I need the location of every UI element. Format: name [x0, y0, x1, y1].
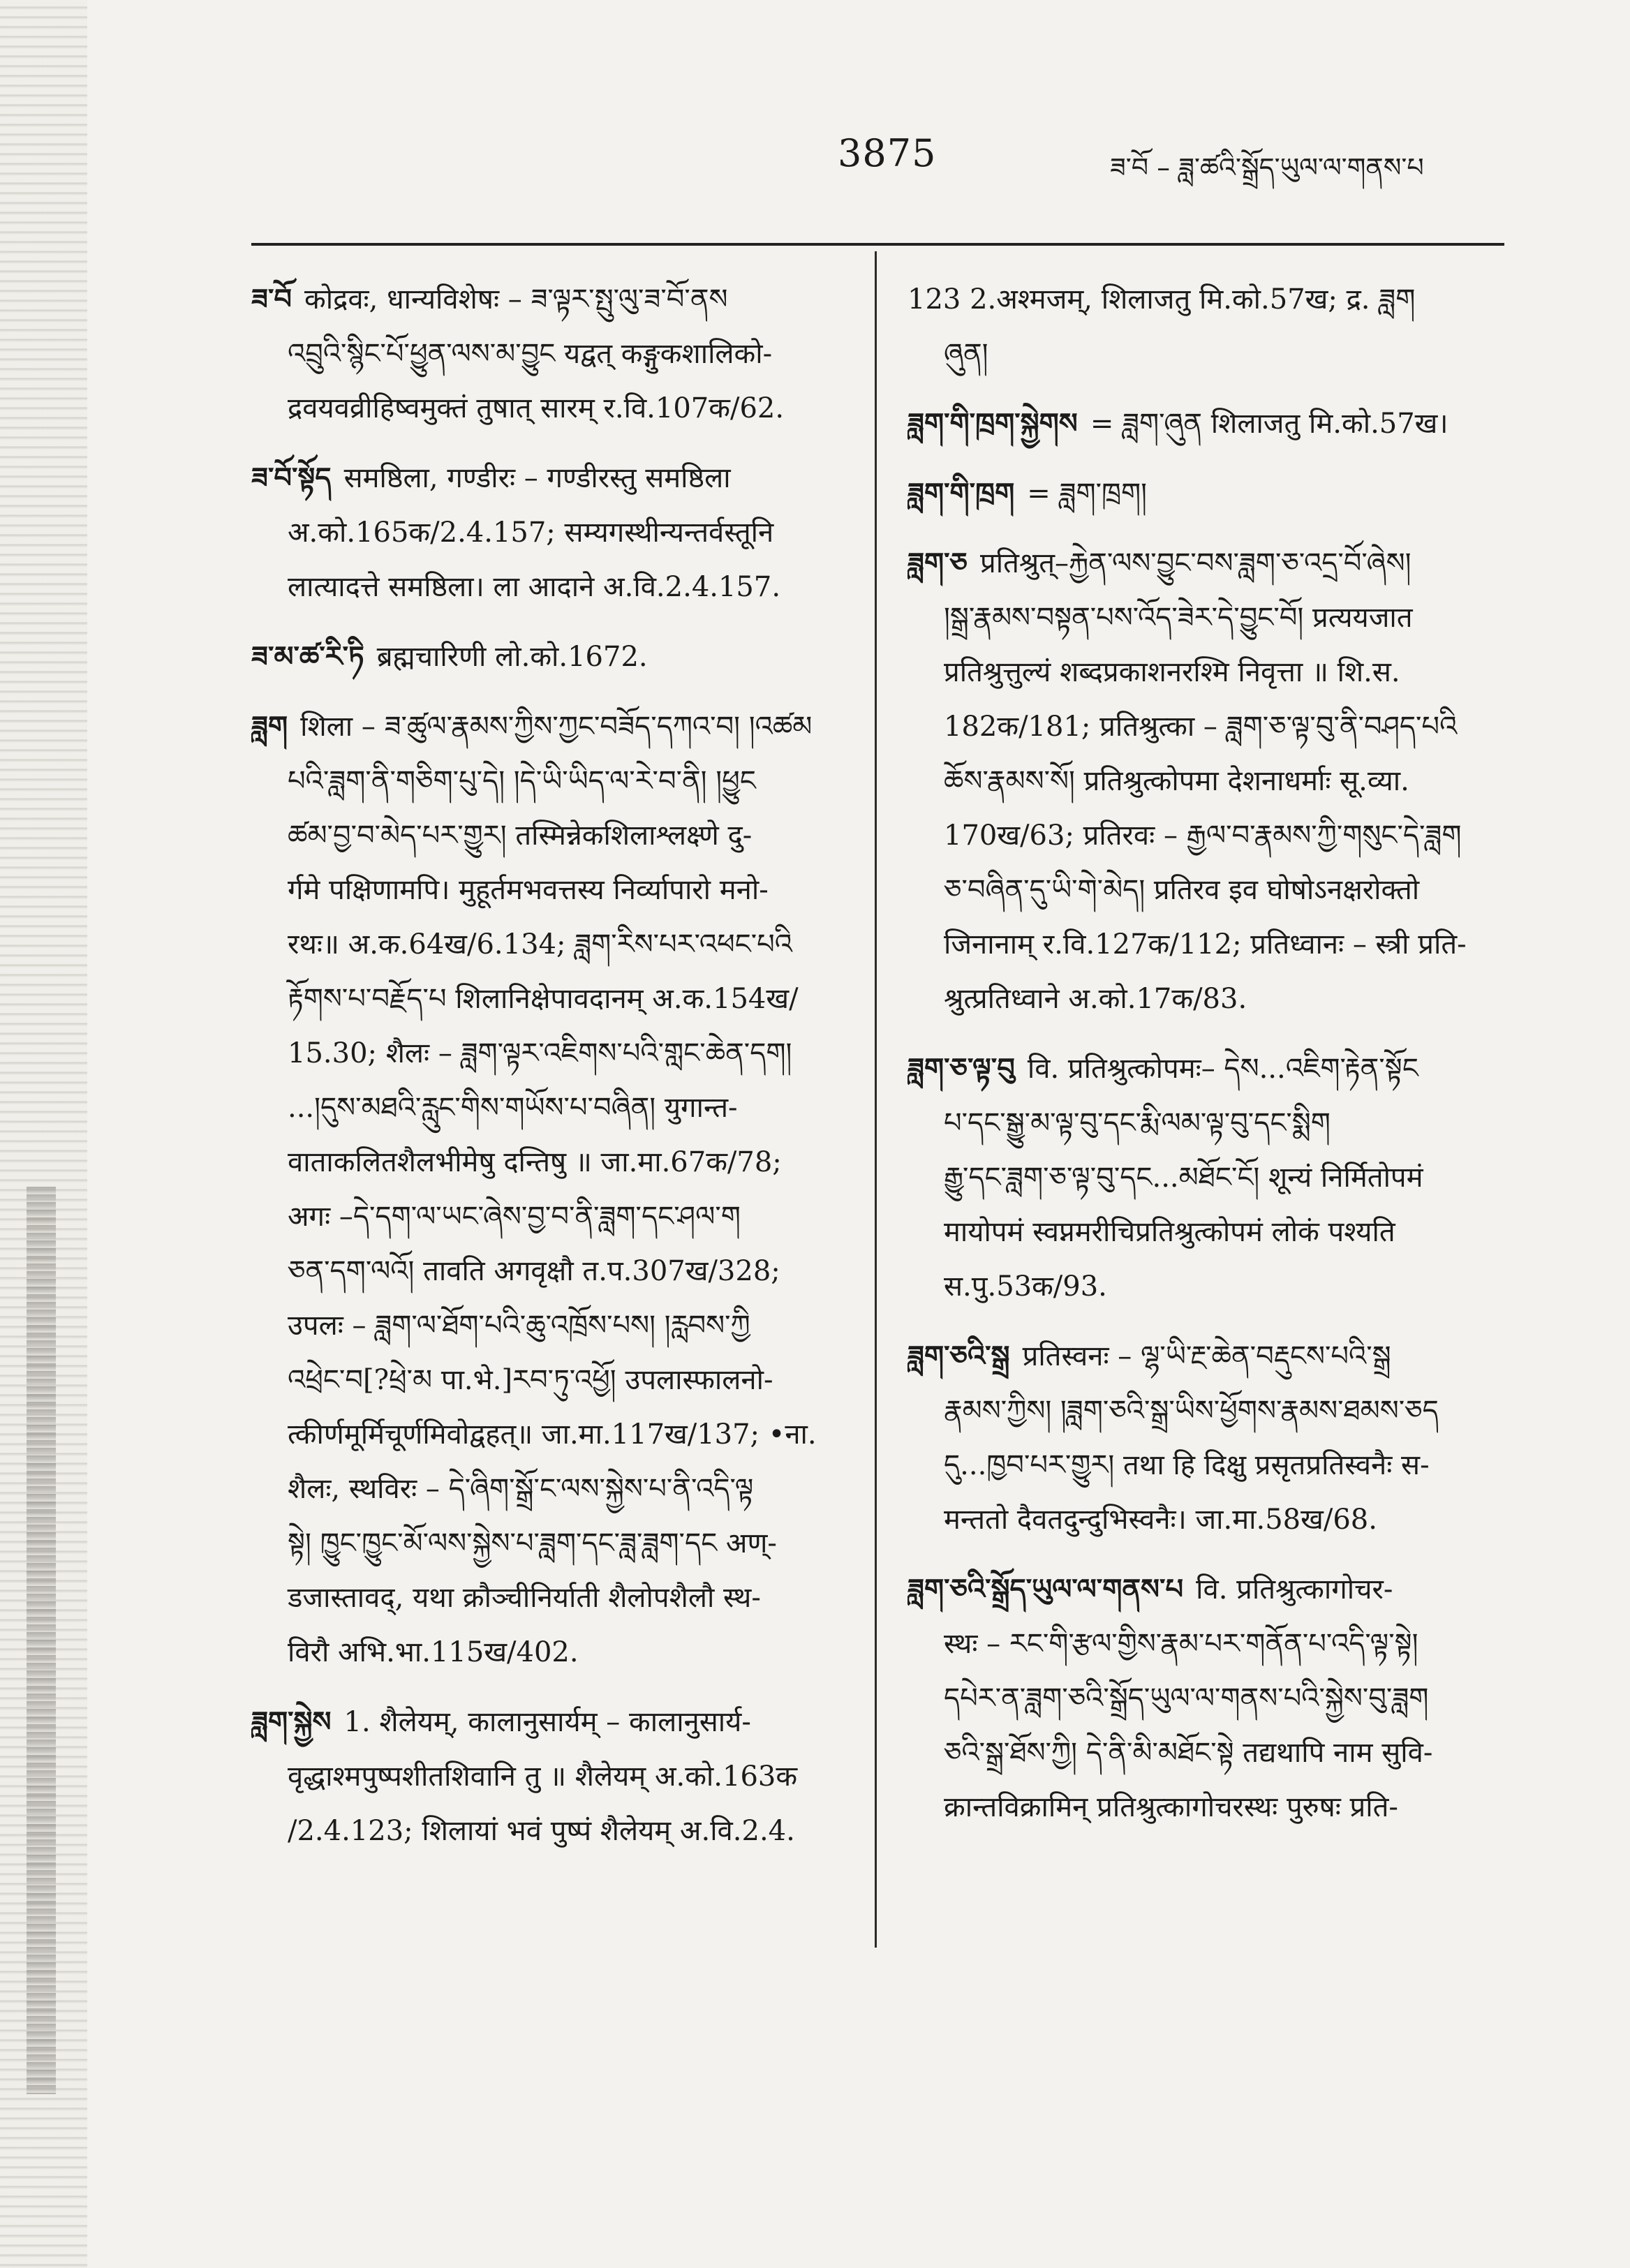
page-binding-edge — [0, 0, 87, 2268]
entry-line — [907, 1384, 1508, 1438]
entry-line — [251, 1407, 852, 1462]
entry-line — [251, 560, 852, 614]
dictionary-entry — [907, 1042, 1508, 1314]
entry-text: मायोपमं स्वप्नमरीचिप्रतिश्रुत्कोपमं लोकं पश्यति — [944, 1216, 1395, 1248]
entry-text: स.पु.53क/93. — [944, 1270, 1107, 1303]
entry-line — [251, 1625, 852, 1680]
entry-line — [251, 272, 852, 327]
dictionary-entry — [907, 272, 1508, 381]
entry-text: པའི་ཟླག་ནི་གཅིག་པུ་དེ། །དེ་ཡི་ཡིད་ལ་རེ་བ་ནི། །ཕྱུང — [288, 765, 756, 797]
entry-text: वृद्धाश्मपुष्पशीतशिवानि तु ॥ शैलेयम् अ.को.163क — [288, 1761, 798, 1793]
entry-line — [907, 1726, 1508, 1780]
entry-text: ཆོས་རྣམས་སོ། प्रतिश्रुत्कोपमा देशनाधर्माः सू.व्या. — [944, 765, 1409, 797]
entry-line — [907, 645, 1508, 699]
entry-line — [907, 863, 1508, 917]
entry-line — [907, 1259, 1508, 1314]
entry-line — [907, 466, 1508, 521]
entry-line — [251, 1026, 852, 1081]
entry-text: अगः –དེ་དག་ལ་ཡང་ཞེས་བྱ་བ་ནི་ཟླག་དང་ཤལ་ག — [288, 1201, 741, 1233]
column-divider — [875, 251, 877, 1948]
entry-headword: ཟླག་གི་ཁྲག་སྐྱེགས — [907, 408, 1078, 440]
entry-text: प्रतिश्रुत्तुल्यं शब्दप्रकाशनरश्मि निवृत्ता ॥ शि.स. — [944, 656, 1400, 688]
entry-line — [907, 1562, 1508, 1617]
entry-line — [251, 451, 852, 505]
dictionary-entry — [907, 1329, 1508, 1547]
entry-text: /2.4.123; शिलायां भवं पुष्पं शैलेयम् अ.वि.2.4. — [288, 1815, 795, 1847]
page-number: 3875 — [838, 131, 937, 175]
entry-line — [907, 1617, 1508, 1671]
entry-line — [907, 1329, 1508, 1384]
entry-text: समष्ठिला, गण्डीरः – गण्डीरस्तु समष्ठिला — [343, 462, 731, 494]
entry-text: जिनानाम् र.वि.127क/112; प्रतिध्वानः – स्त्री प्रति- — [944, 928, 1467, 961]
entry-text: उपलः – ཟླག་ལ་ཐོག་པའི་ཆུ་འཁྲོས་པས། །རླབས་ཀྱི — [288, 1310, 750, 1342]
entry-line — [251, 1298, 852, 1353]
entry-line — [907, 1492, 1508, 1547]
entry-text: स्थः – རང་གི་རྩལ་གྱིས་རྣམ་པར་གནོན་པ་འདི་ལྟ་སྟེ། — [944, 1628, 1418, 1660]
entry-text: སྟེ། ཁྱུང་ཁྱུང་མོ་ལས་སྐྱེས་པ་ཟླག་དང་ཟླ་ཟླག་དང अण्- — [288, 1527, 777, 1559]
entry-text: = ཟླག་ཁྲག། — [1027, 477, 1148, 510]
dictionary-entry — [251, 1695, 852, 1858]
page-header — [251, 131, 1508, 194]
entry-line — [907, 754, 1508, 808]
entry-text: པ་དང་སྒྱུ་མ་ལྟ་བུ་དང་རྨི་ལམ་ལྟ་བུ་དང་སྨིག — [944, 1107, 1331, 1139]
entry-line — [251, 1244, 852, 1298]
entry-line — [251, 808, 852, 863]
entry-line — [907, 972, 1508, 1026]
entry-text: འབྲུའི་སྙིང་པོ་ཕྱུན་ལས་མ་བྱུང यद्वत् कङ्गुकशालिको- — [288, 338, 773, 370]
entry-text: 1. शैलेयम्, कालानुसार्यम् – कालानुसार्य- — [343, 1706, 751, 1738]
entry-text: རྣམས་ཀྱིས། །ཟླག་ཅའི་སྒྲ་ཡིས་ཕྱོགས་རྣམས་ཐམས་ཅད — [944, 1395, 1439, 1427]
running-head: ཟ་བོ – ཟླ་ཚའི་སྒྲོད་ཡུལ་ལ་གནས་པ — [1110, 152, 1424, 183]
left-column — [251, 272, 852, 1874]
dictionary-entry — [251, 451, 852, 614]
entry-text: འཕྲེང་བ[?ཕྲེ་མ पा.भे.]རབ་ཏུ་འཕྱོ། उपलास्फालनो- — [288, 1364, 773, 1396]
entry-line — [251, 754, 852, 808]
entry-line — [907, 808, 1508, 863]
entry-line — [251, 505, 852, 560]
entry-headword: ཟླག་ཅའི་སྒྲོད་ཡུལ་ལ་གནས་པ — [907, 1573, 1184, 1606]
entry-text: ཅའི་སྒྲ་ཐོས་ཀྱི། དེ་ནི་མི་མཐོང་སྟེ तद्यथापि नाम सुवि- — [944, 1737, 1433, 1769]
right-column — [907, 272, 1508, 1850]
entry-headword: ཟླག་སྐྱེས — [251, 1706, 332, 1738]
entry-text: श्रुत्प्रतिध्वाने अ.को.17क/83. — [944, 983, 1247, 1015]
entry-text: क्रान्तविक्रामिन् प्रतिश्रुत्कागोचरस्थः पुरुषः प्रति- — [944, 1791, 1398, 1823]
dictionary-entry — [251, 272, 852, 436]
entry-text: वाताकलितशैलभीमेषु दन्तिषु ॥ जा.मा.67क/78; — [288, 1146, 782, 1178]
entry-line — [251, 381, 852, 436]
entry-headword: ཟླག་ཅའི་སྒྲ — [907, 1340, 1010, 1372]
entry-text: 123 2.अश्मजम्, शिलाजतु मि.को.57ख; द्र. ཟླག — [907, 283, 1416, 316]
entry-text: ཅ་བཞིན་དུ་ཡི་གེ་མེད། प्रतिरव इव घोषोऽनक्षरोक्तो — [944, 874, 1420, 906]
dictionary-entry — [907, 536, 1508, 1026]
entry-line — [251, 863, 852, 917]
entry-line — [907, 1438, 1508, 1492]
entry-headword: ཟླག་གི་ཁྲག — [907, 477, 1015, 510]
entry-text: शिला – ཟ་ཚུལ་རྣམས་ཀྱིས་ཀྱང་བཟོད་དཀའ་བ། །འཚམ — [300, 711, 813, 743]
entry-text: विरौ अभि.भा.115ख/402. — [288, 1636, 579, 1668]
entry-text: 182क/181; प्रतिश्रुत्का – ཟླག་ཅ་ལྟ་བུ་ནི་བཤད་པའི — [944, 711, 1458, 743]
entry-text: ཅན་དག་ལའོ། तावति अगवृक्षौ त.प.307ख/328; — [288, 1255, 780, 1287]
dictionary-entry — [907, 396, 1508, 451]
entry-line — [907, 591, 1508, 645]
entry-text: त्कीर्णमूर्मिचूर्णमिवोद्वहत्॥ जा.मा.117ख/137; •ना. — [288, 1418, 817, 1451]
entry-line — [907, 272, 1508, 327]
entry-text: དུ...ཁྱབ་པར་གྱུར། तथा हि दिक्षु प्रसृतप्रतिस्वनैः स- — [944, 1449, 1430, 1481]
entry-text: वि. प्रतिश्रुत्कोपमः– དེས...འཇིག་རྟེན་སྟོང — [1027, 1053, 1418, 1085]
entry-text: རྒྱུ་དང་ཟླག་ཅ་ལྟ་བུ་དང...མཐོང་ངོ། शून्यं निर्मितोपमं — [944, 1162, 1423, 1194]
entry-text: རྟོགས་པ་བརྗོད་པ शिलानिक्षेपावदानम् अ.क.154ख/ — [288, 983, 799, 1015]
dictionary-entry — [907, 466, 1508, 521]
entry-line — [907, 1780, 1508, 1835]
entry-text: །སྒྲ་རྣམས་བསྟན་པས་འོད་ཟེར་དེ་བྱུང་བོ། प्रत्ययजात — [944, 602, 1413, 634]
entry-line — [251, 1516, 852, 1571]
entry-line — [907, 1671, 1508, 1726]
entry-text: 170ख/63; प्रतिरवः – རྒྱལ་བ་རྣམས་ཀྱི་གསུང་དེ་ཟླག — [944, 820, 1462, 852]
entry-text: शैलः, स्थविरः – དེ་ཞིག་སྒྲོ་ང་ལས་སྐྱེས་པ་ནི་འདི་ལྟ — [288, 1473, 754, 1505]
entry-line — [907, 396, 1508, 451]
entry-text: वि. प्रतिश्रुत्कागोचर- — [1196, 1573, 1393, 1606]
entry-text: र्गमे पक्षिणामपि। मुहूर्तमभवत्तस्य निर्व्यापारो मनो- — [288, 874, 769, 906]
entry-line — [251, 1353, 852, 1407]
entry-line — [251, 972, 852, 1026]
entry-line — [251, 1804, 852, 1858]
entry-text: कोद्रवः, धान्यविशेषः – ཟ་ལྟར་སྤུ་ལུ་ཟ་བོ་ནས — [304, 283, 728, 316]
entry-headword: ཟླག — [251, 711, 288, 743]
entry-text: ब्रह्मचारिणी लो.को.1672. — [376, 641, 648, 673]
entry-line — [907, 1096, 1508, 1150]
entry-text: 15.30; शैलः – ཟླག་ལྟར་འཇིགས་པའི་གླང་ཆེན་དག། — [288, 1037, 792, 1069]
entry-text: अ.को.165क/2.4.157; सम्यगस्थीन्यन्तर्वस्तूनि — [288, 517, 774, 549]
entry-line — [251, 1749, 852, 1804]
entry-line — [251, 699, 852, 754]
entry-headword: ཟླག་ཅ་ལྟ་བུ — [907, 1053, 1015, 1085]
entry-text: डजास्तावद्, यथा क्रौञ्चीनिर्याती शैलोपशैलौ स्थ- — [288, 1582, 761, 1614]
entry-text: = ཟླག་ཞུན शिलाजतु मि.को.57ख। — [1090, 408, 1449, 440]
entry-line — [907, 1205, 1508, 1259]
dictionary-entry — [251, 699, 852, 1680]
entry-line — [907, 327, 1508, 381]
entry-text: དཔེར་ན་ཟླག་ཅའི་སྒྲོད་ཡུལ་ལ་གནས་པའི་སྐྱེས་བུ་ཟླག — [944, 1682, 1429, 1714]
entry-line — [251, 1081, 852, 1135]
entry-line — [251, 1462, 852, 1516]
entry-line — [251, 327, 852, 381]
entry-line — [907, 917, 1508, 972]
entry-line — [251, 1189, 852, 1244]
entry-headword: ཟ་བོ — [251, 283, 292, 316]
entry-headword: ཟ་བོ་སྟོད — [251, 462, 332, 494]
entry-text: रथः॥ अ.क.64ख/6.134; ཟླག་རིས་པར་འཕང་པའི — [288, 928, 792, 961]
entry-line — [251, 630, 852, 684]
entry-text: ...།དུས་མཐའི་རླུང་གིས་གཡོས་པ་བཞིན། युगान्त- — [288, 1092, 738, 1124]
entry-line — [251, 1135, 852, 1189]
entry-text: मन्ततो दैवतदुन्दुभिस्वनैः। जा.मा.58ख/68. — [944, 1504, 1377, 1536]
dictionary-entry — [251, 630, 852, 684]
entry-line — [907, 699, 1508, 754]
entry-text: ཚམ་བྱ་བ་མེད་པར་གྱུར། तस्मिन्नेकशिलाश्लक्ष्णे दु- — [288, 820, 753, 852]
entry-line — [907, 1042, 1508, 1096]
entry-text: लात्यादत्ते समष्ठिला। ला आदाने अ.वि.2.4.157. — [288, 571, 781, 603]
entry-line — [907, 536, 1508, 591]
entry-line — [907, 1150, 1508, 1205]
entry-headword: ཟ་མ་ཚ་རི་ཏི — [251, 641, 364, 673]
dictionary-entry — [907, 1562, 1508, 1835]
entry-text: प्रतिश्रुत्–རྐྱེན་ལས་བྱུང་བས་ཟླག་ཅ་འདྲ་བོ་ཞེས། — [979, 547, 1412, 579]
header-rule — [251, 243, 1504, 246]
entry-text: द्रवयवव्रीहिष्वमुक्तं तुषात् सारम् र.वि.107क/62. — [288, 392, 785, 424]
entry-text: प्रतिस्वनः – ལྷ་ཡི་རྔ་ཆེན་བརྡུངས་པའི་སྒྲ — [1022, 1340, 1391, 1372]
entry-text: ཞུན། — [944, 338, 988, 370]
entry-headword: ཟླག་ཅ — [907, 547, 968, 579]
entry-line — [251, 1571, 852, 1625]
entry-line — [251, 917, 852, 972]
entry-line — [251, 1695, 852, 1749]
